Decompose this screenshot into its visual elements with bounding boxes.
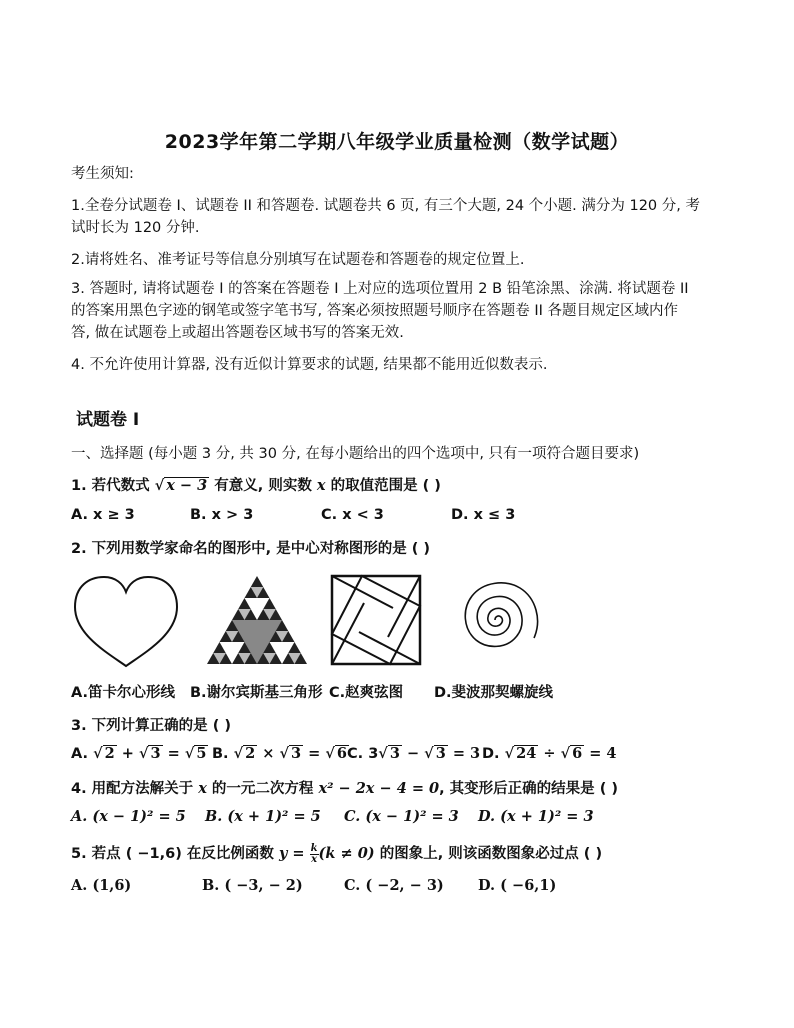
q3-a-label: A. <box>71 746 94 762</box>
q1-prefix: 1. 若代数式 <box>71 478 155 494</box>
q3-a-equals: = <box>162 745 185 762</box>
q2-caption-b: B.谢尔宾斯基三角形 <box>190 685 323 701</box>
section-instruction: 一、选择题 (每小题 3 分, 共 30 分, 在每小题给出的四个选项中, 只有一项符合题目要求) <box>71 446 640 462</box>
q4-option-a: A. (x − 1)² = 5 <box>71 808 186 825</box>
q5-function-rhs: (k ≠ 0) <box>318 845 375 862</box>
q3-a-radicand-3: 5 <box>196 745 207 762</box>
q3-d-label: D. <box>482 746 505 762</box>
q5-option-c: C. ( −2, − 3) <box>344 877 444 894</box>
notice-item-3 <box>71 278 726 344</box>
q3-option-d: D. √ 24 ÷ √ 6 = 4 <box>482 745 617 762</box>
sierpinski-triangle-icon <box>205 574 309 666</box>
q5-prefix: 5. 若点 ( −1,6) 在反比例函数 <box>71 846 279 862</box>
q4-option-b: B. (x + 1)² = 5 <box>205 808 321 825</box>
q2-caption-c: C.赵爽弦图 <box>329 685 404 701</box>
notice-item-4: 4. 不允许使用计算器, 没有近似计算要求的试题, 结果都不能用近似数表示. <box>71 357 548 373</box>
notice-item-3-line-1: 3. 答题时, 请将试题卷 I 的答案在答题卷 I 上对应的选项位置用 2 B 铅笔涂黑、涂满. 将试题卷 II <box>71 281 689 297</box>
q3-b-radicand-2: 3 <box>291 745 302 762</box>
q3-d-radicand-2: 6 <box>572 745 583 762</box>
q5-numerator: k <box>310 842 318 854</box>
fibonacci-spiral-icon <box>443 574 547 666</box>
q5-suffix: 的图象上, 则该函数图象必过点 ( ) <box>374 846 603 862</box>
q1-middle: 有意义, 则实数 <box>209 478 317 494</box>
q5-fraction <box>310 844 319 865</box>
q4-suffix: , 其变形后正确的结果是 ( ) <box>439 781 619 797</box>
q2-figures <box>71 574 561 669</box>
q4-middle: 的一元二次方程 <box>206 781 319 797</box>
q1-sqrt-sign: √ <box>154 477 165 494</box>
notice-item-1 <box>71 195 726 239</box>
cardioid-curve-icon <box>71 574 181 669</box>
q3-c-radicand-1: 3 <box>389 745 400 762</box>
notice-item-1-line-1: 1.全卷分试题卷 I、试题卷 II 和答题卷. 试题卷共 6 页, 有三个大题, 24 个小题. 满分为 120 分, 考 <box>71 198 700 214</box>
q4-prefix: 4. 用配方法解关于 <box>71 781 199 797</box>
page-title: 2023学年第二学期八年级学业质量检测（数学试题） <box>164 131 630 153</box>
q5-option-a: A. (1,6) <box>71 877 132 894</box>
question-1 <box>71 474 441 495</box>
q3-b-radicand-3: 6 <box>336 745 347 762</box>
q3-c-equals: = 3 <box>447 745 481 762</box>
q3-option-b: B. √ 2 × √ 3 = √ 6 <box>212 745 347 762</box>
q3-b-operator: × <box>257 745 280 762</box>
q3-b-radicand-1: 2 <box>245 745 256 762</box>
q3-c-radicand-2: 3 <box>435 745 446 762</box>
section-title: 试题卷 I <box>76 410 140 430</box>
q4-variable: x <box>198 780 207 797</box>
q3-b-label: B. <box>212 746 234 762</box>
q3-c-label: C. 3 <box>347 746 379 762</box>
notice-item-3-line-3: 答, 做在试题卷上或超出答题卷区域书写的答案无效. <box>71 325 404 341</box>
q4-equation: x² − 2x − 4 = 0 <box>318 780 440 797</box>
question-2: 2. 下列用数学家命名的图形中, 是中心对称图形的是 ( ) <box>71 541 431 557</box>
q5-option-b: B. ( −3, − 2) <box>202 877 303 894</box>
q1-suffix: 的取值范围是 ( ) <box>325 478 441 494</box>
q3-a-operator: + <box>116 745 139 762</box>
q5-option-d: D. ( −6,1) <box>478 877 557 894</box>
question-3: 3. 下列计算正确的是 ( ) <box>71 718 231 734</box>
question-4 <box>71 777 618 798</box>
q3-option-a: A. √ 2 + √ 3 = √ 5 <box>71 745 207 762</box>
q1-variable: x <box>316 477 326 494</box>
q3-a-radicand-1: 2 <box>104 745 115 762</box>
zhao-shuang-square-icon <box>330 574 422 666</box>
notice-heading: 考生须知: <box>71 166 134 182</box>
q3-c-operator: − <box>401 745 425 762</box>
q1-option-c: C. x < 3 <box>321 507 384 523</box>
q1-option-a: A. x ≥ 3 <box>71 507 135 523</box>
q3-d-radicand-1: 24 <box>516 745 537 762</box>
notice-item-1-line-2: 试时长为 120 分钟. <box>71 220 200 236</box>
q1-radicand: x − 3 <box>166 477 208 494</box>
notice-item-2: 2.请将姓名、准考证号等信息分别填写在试题卷和答题卷的规定位置上. <box>71 252 525 268</box>
notice-item-3-line-2: 的答案用黑色字迹的钢笔或签字笔书写, 答案必须按照题号顺序在答题卷 II 各题目规定区域内作 <box>71 303 678 319</box>
q4-option-c: C. (x − 1)² = 3 <box>344 808 459 825</box>
question-5 <box>71 842 602 865</box>
q2-caption-a: A.笛卡尔心形线 <box>71 685 175 701</box>
q1-option-d: D. x ≤ 3 <box>451 507 516 523</box>
q3-option-c: C. 3√ 3 − √ 3 = 3 <box>347 745 481 762</box>
q1-option-b: B. x > 3 <box>190 507 254 523</box>
q3-d-operator: ÷ <box>538 745 561 762</box>
q5-function-lhs: y = <box>278 845 310 862</box>
q3-d-equals: = 4 <box>584 745 617 762</box>
q3-a-radicand-2: 3 <box>150 745 161 762</box>
q5-denominator: x <box>311 853 318 865</box>
q4-option-d: D. (x + 1)² = 3 <box>478 808 594 825</box>
q3-b-equals: = <box>303 745 326 762</box>
q2-caption-d: D.斐波那契螺旋线 <box>434 685 554 701</box>
